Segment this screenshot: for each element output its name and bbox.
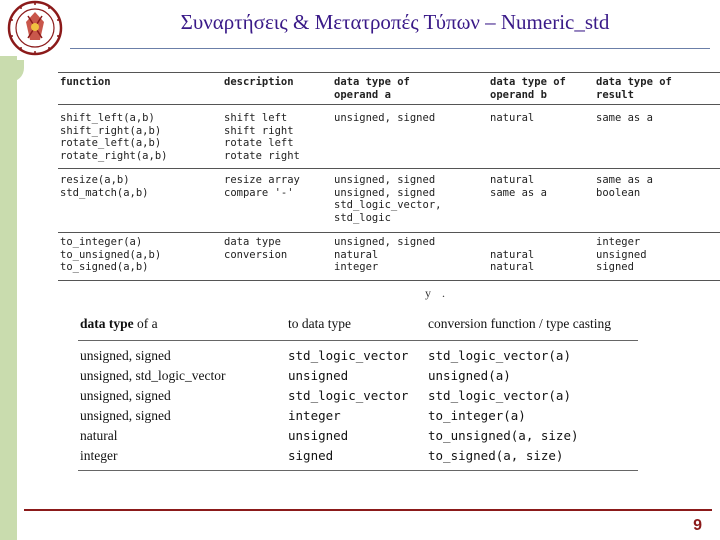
row4-type-a: unsigned, signed [80,408,171,423]
group2-result: same as a boolean [596,174,653,199]
row1-function: std_logic_vector(a) [428,348,571,363]
header-result: data type of result [596,76,672,101]
header-type-b: data type of operand b [490,76,566,101]
functions-table [52,70,680,285]
row3-function: std_logic_vector(a) [428,388,571,403]
table-rule [58,232,720,233]
table-rule [58,280,720,281]
group3-description: data type conversion [224,236,288,261]
group2-type-b: natural same as a [490,174,547,199]
sidebar-cap-decoration [0,60,24,82]
group3-type-b: natural natural [490,248,535,274]
stray-mark: y . [425,286,449,300]
row6-function: to_signed(a, size) [428,448,564,463]
row4-function: to_integer(a) [428,408,526,423]
group2-function: resize(a,b) std_match(a,b) [60,174,149,199]
conversion-table [78,310,638,475]
slide-title: Συναρτήσεις & Μετατροπές Τύπων – Numeric_std [180,10,610,34]
group1-description: shift left shift right rotate left rotate right [224,112,300,162]
group1-result: same as a [596,112,653,124]
table-rule [58,104,720,105]
row5-type-a: natural [80,428,118,443]
table-rule [58,72,720,73]
group3-result: integer unsigned signed [596,236,647,274]
row2-to-type: unsigned [288,368,349,383]
table-rule [78,340,638,341]
group1-function: shift_left(a,b) shift_right(a,b) rotate_left(a,b) rotate_right(a,b) [60,112,168,162]
group3-function: to_integer(a) to_unsigned(a,b) to_signed(a,b) [60,236,162,274]
row1-to-type: std_logic_vector [288,348,409,363]
row1-type-a: unsigned, signed [80,348,171,363]
row2-function: unsigned(a) [428,368,511,383]
row4-to-type: integer [288,408,341,423]
row6-to-type: signed [288,448,334,463]
group1-type-b: natural [490,112,535,124]
page-number: 9 [693,517,702,534]
header-description: description [224,76,294,88]
row2-type-a: unsigned, std_logic_vector [80,368,226,383]
title-underline [70,48,710,49]
header-to-type: to data type [288,316,351,331]
header-type-of-a [80,314,158,334]
group3-type-a: unsigned, signed natural integer [334,236,436,274]
row3-to-type: std_logic_vector [288,388,409,403]
header-type-of-a-bold: data type [80,316,134,331]
group2-type-a: unsigned, signed unsigned, signed std_logic_vector, std_logic [334,174,442,224]
header-conversion-function: conversion function / type casting [428,316,611,331]
row5-to-type: unsigned [288,428,349,443]
university-seal-logo [0,0,70,56]
row3-type-a: unsigned, signed [80,388,171,403]
table-rule [78,470,638,471]
group1-type-a: unsigned, signed [334,112,436,124]
header-function: function [60,76,111,88]
header-type-a: data type of operand a [334,76,410,101]
row6-type-a: integer [80,448,118,463]
header-type-of-a-rest: of a [133,316,158,331]
footer-rule [24,509,712,511]
table-rule [58,168,720,169]
row5-function: to_unsigned(a, size) [428,428,579,443]
group2-description: resize array compare '-' [224,174,300,199]
